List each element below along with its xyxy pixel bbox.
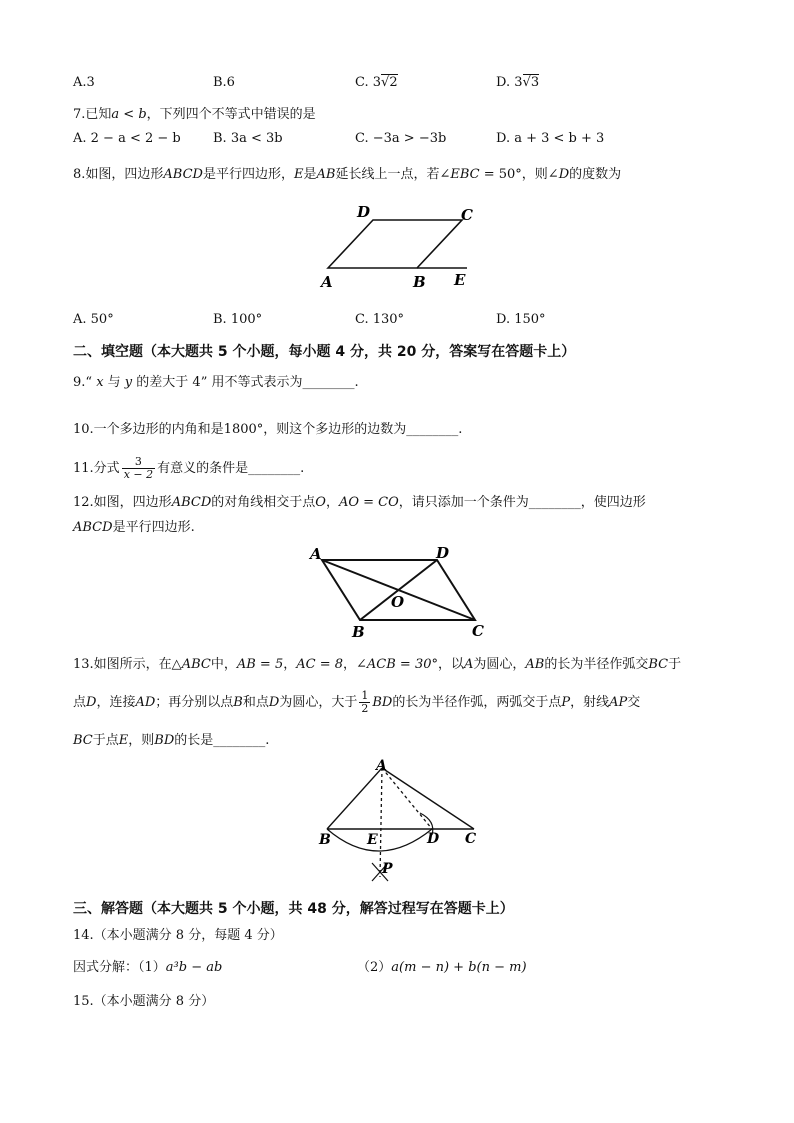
q14-header: 14.（本小题满分 8 分，每题 4 分）	[73, 928, 283, 943]
q12-label-d: D	[436, 544, 450, 562]
q13-half-fraction: $\frac{1}{2}$	[361, 689, 369, 715]
q13-line2: 点D，连接AD；再分别以点B和点D为圆心，大于 $\frac{1}{2}$ BD的长为半径作弧，两弧交于点P，射线AP交	[73, 689, 641, 715]
q12-label-c: C	[472, 622, 484, 640]
q13-line1: 13.如图所示，在△ABC中，AB = 5，AC = 8，∠ACB = 30°，以A为圆心，AB的长为半径作弧交BC于	[73, 657, 682, 672]
q14-part2: （2）a(m − n) + b(n − m)	[357, 960, 527, 975]
q13-triangle-figure	[310, 755, 485, 890]
q7-option-a: A. 2 − a < 2 − b	[73, 131, 181, 146]
q8-parallelogram	[328, 220, 462, 268]
q12-line1: 12.如图，四边形ABCD的对角线相交于点O，AO = CO，请只添加一个条件为________，使四边形	[73, 495, 646, 510]
q12-label-o: O	[391, 593, 405, 611]
section3-title: 三、解答题（本大题共 5 个小题，共 48 分，解答过程写在答题卡上）	[73, 901, 514, 917]
q13-side-ab	[327, 768, 382, 829]
q6-option-d: D. 3√3	[496, 75, 540, 90]
q13-label-e: E	[367, 832, 378, 848]
q8-option-d: D. 150°	[496, 312, 546, 327]
q12-parallelogram-figure	[305, 540, 495, 645]
q12-line2: ABCD是平行四边形.	[73, 520, 195, 535]
q6-option-b: B.6	[213, 75, 235, 90]
q9-text: 9.“ x 与 y 的差大于 4” 用不等式表示为________.	[73, 375, 359, 390]
q12-label-a: A	[310, 545, 322, 563]
q12-diagonal-bd	[360, 560, 437, 620]
q8-label-c: C	[461, 206, 473, 224]
q14-part1: 因式分解：（1）a³b − ab	[73, 960, 223, 975]
q7-option-b: B. 3a < 3b	[213, 131, 283, 146]
q13-label-c: C	[465, 831, 477, 847]
q13-label-p: P	[382, 861, 393, 877]
q8-stem: 8.如图，四边形ABCD是平行四边形，E是AB延长线上一点，若∠EBC = 50°，则∠D的度数为	[73, 167, 622, 182]
q13-label-a: A	[376, 758, 387, 774]
q7-option-d: D. a + 3 < b + 3	[496, 131, 605, 146]
q13-line3: BC于点E，则BD的长是________.	[73, 733, 270, 748]
q8-option-c: C. 130°	[355, 312, 405, 327]
q6-option-c: C. 3√2	[355, 75, 398, 90]
q8-option-b: B. 100°	[213, 312, 263, 327]
q10-text: 10.一个多边形的内角和是1800°，则这个多边形的边数为________.	[73, 422, 463, 437]
q7-stem: 7.已知a < b，下列四个不等式中错误的是	[73, 107, 316, 122]
q6-option-a: A.3	[73, 75, 95, 90]
q15-header: 15.（本小题满分 8 分）	[73, 994, 215, 1009]
q13-side-ac	[382, 768, 474, 829]
q8-label-b: B	[413, 273, 426, 291]
q8-label-d: D	[357, 203, 371, 221]
q7-option-c: C. −3a > −3b	[355, 131, 447, 146]
q13-arc-bd	[327, 829, 432, 851]
q11-text: 11.分式 $\frac{3}{x - 2}$ 有意义的条件是________.	[73, 455, 305, 481]
q12-label-b: B	[352, 623, 365, 641]
q8-parallelogram-figure	[315, 200, 485, 295]
q11-fraction: $\frac{3}{x - 2}$	[123, 455, 154, 481]
section2-title: 二、填空题（本大题共 5 个小题，每小题 4 分，共 20 分，答案写在答题卡上）	[73, 344, 576, 360]
q8-label-a: A	[321, 273, 333, 291]
q13-segment-ad	[382, 768, 432, 829]
q13-label-b: B	[319, 832, 331, 848]
q13-label-d: D	[427, 831, 440, 847]
q8-label-e: E	[454, 271, 466, 289]
q8-option-a: A. 50°	[73, 312, 114, 327]
